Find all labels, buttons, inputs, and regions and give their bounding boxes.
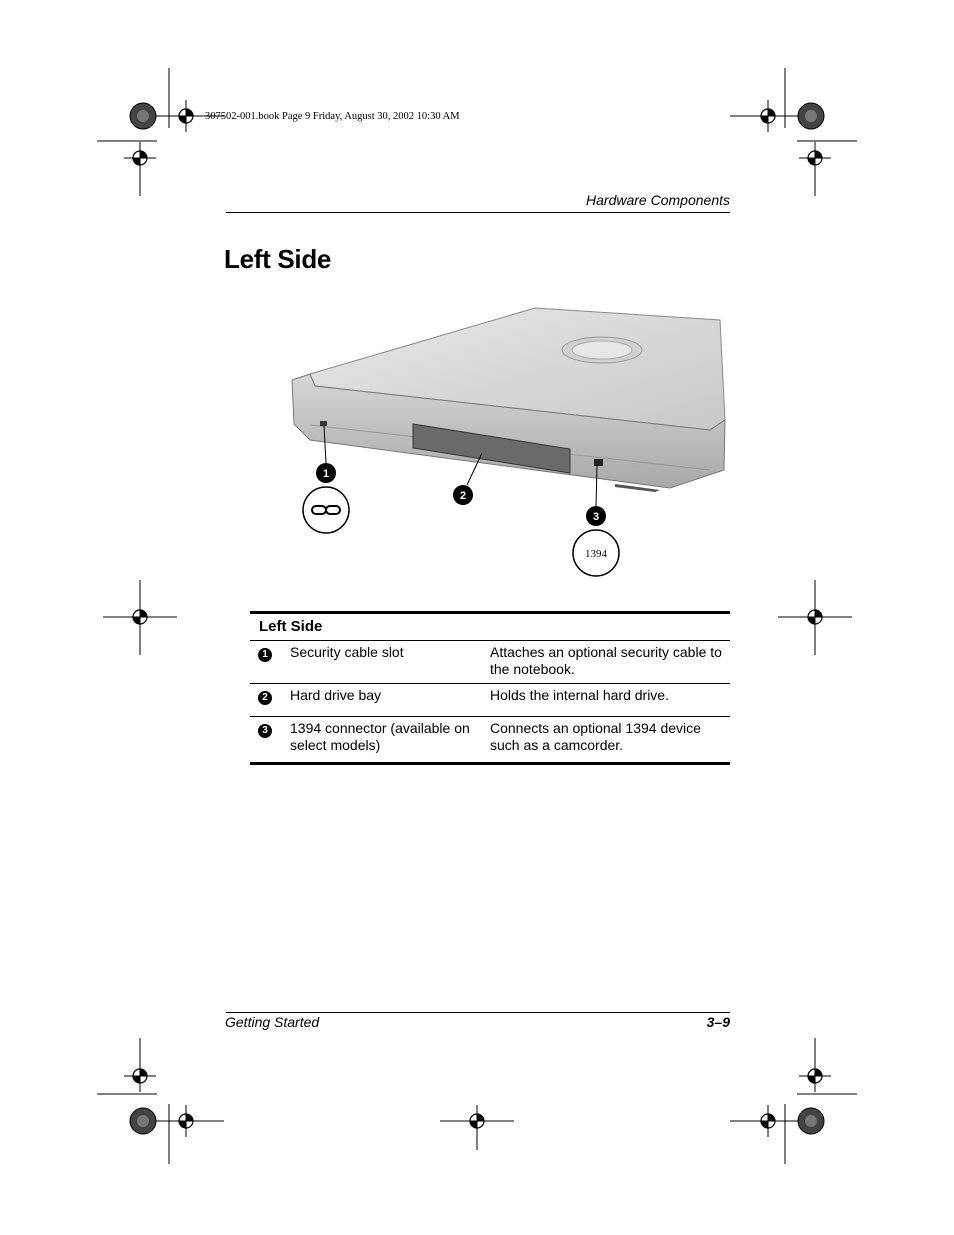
table-row [250, 684, 730, 717]
table-title: Left Side [250, 613, 730, 641]
callout-3-label: 3 [592, 511, 600, 523]
component-description: Connects an optional 1394 device such as a camcorder. [490, 717, 730, 764]
callout-1-label: 1 [322, 468, 330, 480]
components-table [250, 611, 730, 765]
callout-2-label: 2 [459, 490, 467, 502]
print-info: 307502-001.book Page 9 Friday, August 30, 2002 10:30 AM [205, 111, 460, 122]
footer-book-title: Getting Started [225, 1014, 320, 1030]
component-name: Hard drive bay [290, 684, 490, 717]
component-name: 1394 connector (available on select models) [290, 717, 490, 764]
component-description: Attaches an optional security cable to the notebook. [490, 641, 730, 684]
table-row [250, 641, 730, 684]
firewire-1394-label: 1394 [585, 548, 607, 560]
notebook-left-side-figure [240, 300, 740, 590]
header-rule [226, 212, 730, 213]
page-title: Left Side [224, 244, 332, 274]
row-number-badge: 1 [258, 648, 272, 662]
component-name: Security cable slot [290, 641, 490, 684]
component-description: Holds the internal hard drive. [490, 684, 730, 717]
row-number-badge: 3 [258, 724, 272, 738]
running-header: Hardware Components [586, 192, 730, 208]
connector-1394-port [594, 459, 603, 466]
row-number-badge: 2 [258, 691, 272, 705]
table-row [250, 717, 730, 764]
security-slot [320, 421, 327, 426]
page-number: 3–9 [706, 1014, 730, 1030]
footer-rule [226, 1012, 730, 1013]
